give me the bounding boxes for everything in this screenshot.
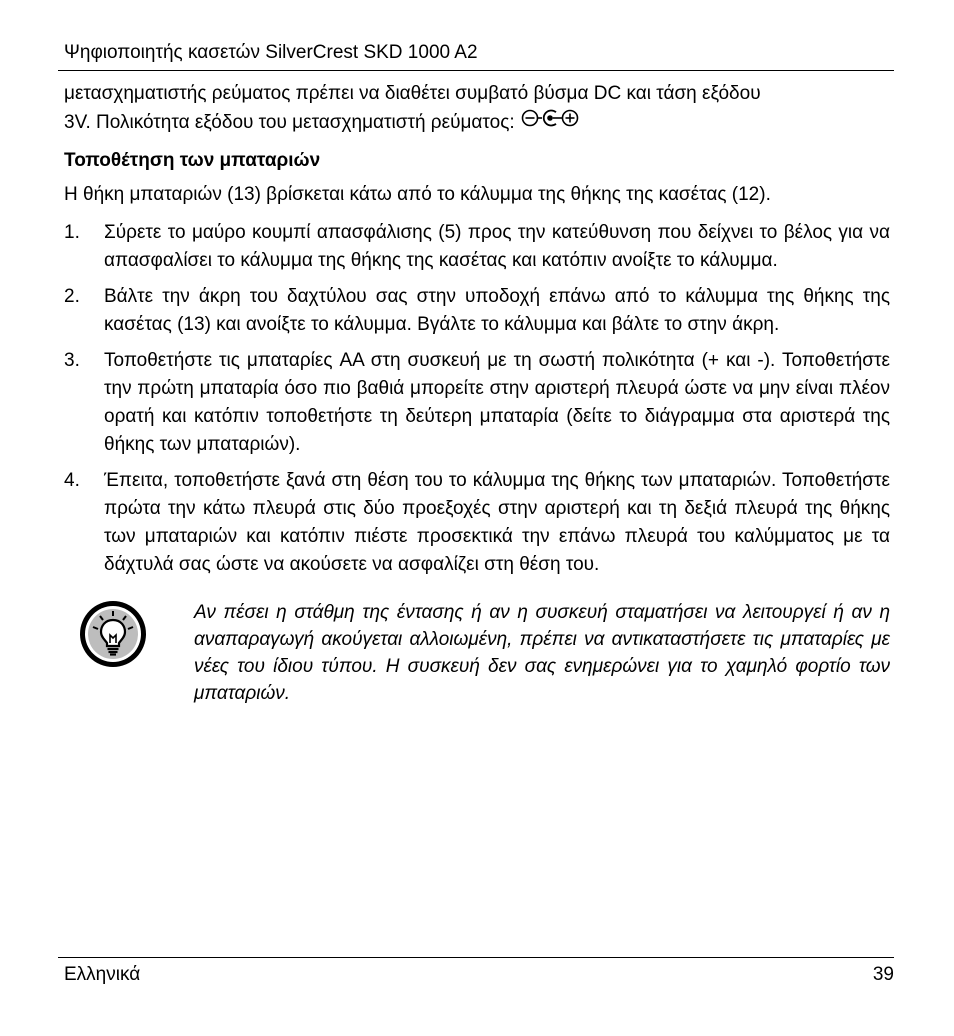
step-text: Έπειτα, τοποθετήστε ξανά στη θέση του το κάλυμμα της θήκης των μπαταριών. Τοποθετήστε πρώτα την κάτω πλευρά στις δύο προεξοχές στην αριστερή και τη δεξιά πλευρά της θήκης των μπαταριών και κατόπιν πιέστε προσεκτικά την επάνω πλευρά του καλύμματος με τα δάχτυλά σας ώστε να ακούσετε να ασφαλίζει στη θέση του.	[104, 470, 890, 575]
step-text: Βάλτε την άκρη του δαχτύλου σας στην υποδοχή επάνω από το κάλυμμα της θήκης της κασέτας (13) και ανοίξτε το κάλυμμα. Βγάλτε το κάλυμμα και βάλτε το στην άκρη.	[104, 286, 890, 335]
footer-language: Ελληνικά	[64, 964, 141, 985]
document-page	[64, 0, 894, 1036]
step-number: 2.	[64, 286, 80, 307]
lightbulb-tip-icon	[64, 599, 194, 707]
steps-list	[64, 219, 890, 579]
step-number: 4.	[64, 470, 80, 491]
footer-divider	[58, 957, 894, 958]
step-text: Σύρετε το μαύρο κουμπί απασφάλισης (5) προς την κατεύθυνση που δείχνει το βέλος για να απασφαλίσει το κάλυμμα της θήκης της κασέτας και κατόπιν ανοίξτε το κάλυμμα.	[104, 222, 890, 271]
polarity-symbol-icon	[521, 108, 579, 137]
intro-line-2	[64, 108, 890, 137]
list-item	[64, 283, 890, 339]
tip-note	[64, 599, 890, 707]
list-item	[64, 467, 890, 579]
page-content	[64, 80, 890, 707]
list-item	[64, 219, 890, 275]
step-number: 1.	[64, 222, 80, 243]
header-divider	[58, 70, 894, 71]
intro-text-2: 3V. Πολικότητα εξόδου του μετασχηματιστή ρεύματος:	[64, 111, 515, 133]
intro-text-1: μετασχηματιστής ρεύματος πρέπει να διαθέτει συμβατό βύσμα DC και τάση εξόδου	[64, 83, 761, 104]
intro-line-1	[64, 80, 890, 108]
page-number: 39	[872, 964, 894, 985]
step-text: Τοποθετήστε τις μπαταρίες AA στη συσκευή με τη σωστή πολικότητα (+ και -). Τοποθετήστε την πρώτη μπαταρία όσο πιο βαθιά μπορείτε στην αριστερή πλευρά ώστε να μην είναι πλέον ορατή και κατόπιν τοποθετήστε τη δεύτερη μπαταρία (δείτε το διάγραμμα στα αριστερά της θήκης των μπαταριών).	[104, 350, 890, 455]
section-paragraph: Η θήκη μπαταριών (13) βρίσκεται κάτω από το κάλυμμα της θήκης της κασέτας (12).	[64, 184, 771, 205]
section-heading: Τοποθέτηση των μπαταριών	[64, 150, 321, 171]
list-item	[64, 347, 890, 459]
tip-text: Αν πέσει η στάθμη της έντασης ή αν η συσκευή σταματήσει να λειτουργεί ή αν η αναπαραγωγή ακούγεται αλλοιωμένη, πρέπει να αντικαταστήσετε τις μπαταρίες με νέες του ίδιου τύπου. Η συσκευή δεν σας ενημερώνει για το χαμηλό φορτίο των μπαταριών.	[194, 602, 890, 704]
step-number: 3.	[64, 350, 80, 371]
page-header-title: Ψηφιοποιητής κασετών SilverCrest SKD 1000 A2	[64, 42, 478, 63]
